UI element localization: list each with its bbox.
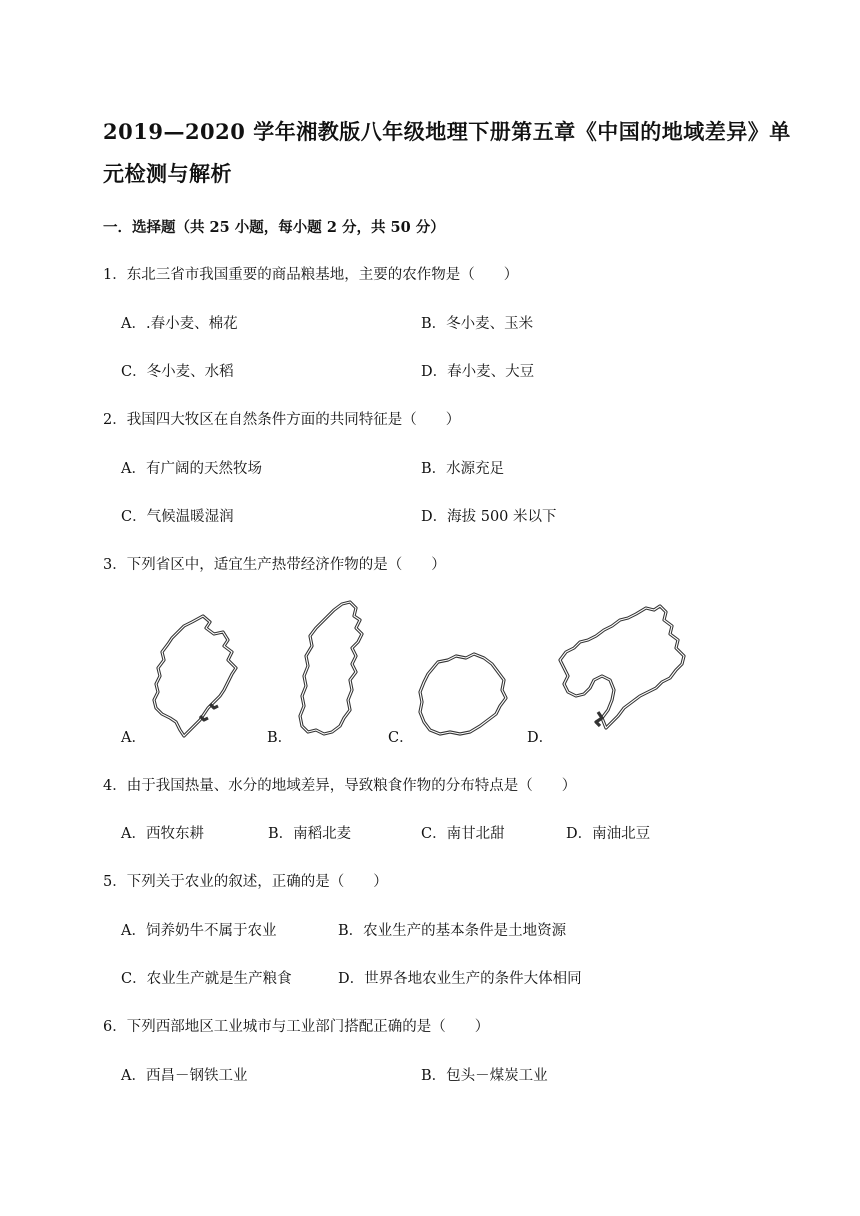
question-5-option-b: B．农业生产的基本条件是土地资源 <box>338 923 567 939</box>
question-6-option-a: A．西昌－钢铁工业 <box>121 1068 248 1084</box>
question-1-stem: 1．东北三省市我国重要的商品粮基地，主要的农作物是（ ） <box>103 267 519 283</box>
question-3-option-d: D． <box>527 730 554 746</box>
province-map-a <box>148 612 243 740</box>
question-3-stem: 3．下列省区中，适宜生产热带经济作物的是（ ） <box>103 557 446 573</box>
question-4-option-a: A．西牧东耕 <box>121 826 204 842</box>
question-1-option-c: C．冬小麦、水稻 <box>121 364 234 380</box>
page-title-line1: 2019—2020 学年湘教版八年级地理下册第五章《中国的地域差异》单 <box>103 119 791 144</box>
question-1-option-b: B．冬小麦、玉米 <box>421 316 534 332</box>
question-6-stem: 6．下列西部地区工业城市与工业部门搭配正确的是（ ） <box>103 1019 490 1035</box>
question-2-option-a: A．有广阔的天然牧场 <box>121 461 262 477</box>
province-map-d <box>556 604 690 738</box>
question-4-option-b: B．南稻北麦 <box>268 826 352 842</box>
question-3-option-b: B． <box>267 730 293 746</box>
page-title-line2: 元检测与解析 <box>103 161 232 186</box>
question-5-stem: 5．下列关于农业的叙述，正确的是（ ） <box>103 874 388 890</box>
question-2-stem: 2．我国四大牧区在自然条件方面的共同特征是（ ） <box>103 412 461 428</box>
question-3-option-a: A． <box>121 730 146 746</box>
question-2-option-d: D．海拔 500 米以下 <box>421 509 557 525</box>
question-1-option-d: D．春小麦、大豆 <box>421 364 535 380</box>
question-4-stem: 4．由于我国热量、水分的地域差异，导致粮食作物的分布特点是（ ） <box>103 778 577 794</box>
question-5-option-d: D．世界各地农业生产的条件大体相同 <box>338 971 582 987</box>
question-1-option-a: A．.春小麦、棉花 <box>121 316 238 332</box>
question-4-option-d: D．南油北豆 <box>566 826 651 842</box>
question-5-option-a: A．饲养奶牛不属于农业 <box>121 923 277 939</box>
question-3-option-c: C． <box>388 730 414 746</box>
question-4-option-c: C．南甘北甜 <box>421 826 505 842</box>
province-map-c <box>416 652 512 740</box>
province-map-b <box>294 600 370 740</box>
question-5-option-c: C．农业生产就是生产粮食 <box>121 971 292 987</box>
section-header: 一．选择题（共 25 小题，每小题 2 分，共 50 分） <box>103 219 445 236</box>
question-6-option-b: B．包头－煤炭工业 <box>421 1068 548 1084</box>
question-2-option-c: C．气候温暖湿润 <box>121 509 234 525</box>
question-2-option-b: B．水源充足 <box>421 461 505 477</box>
